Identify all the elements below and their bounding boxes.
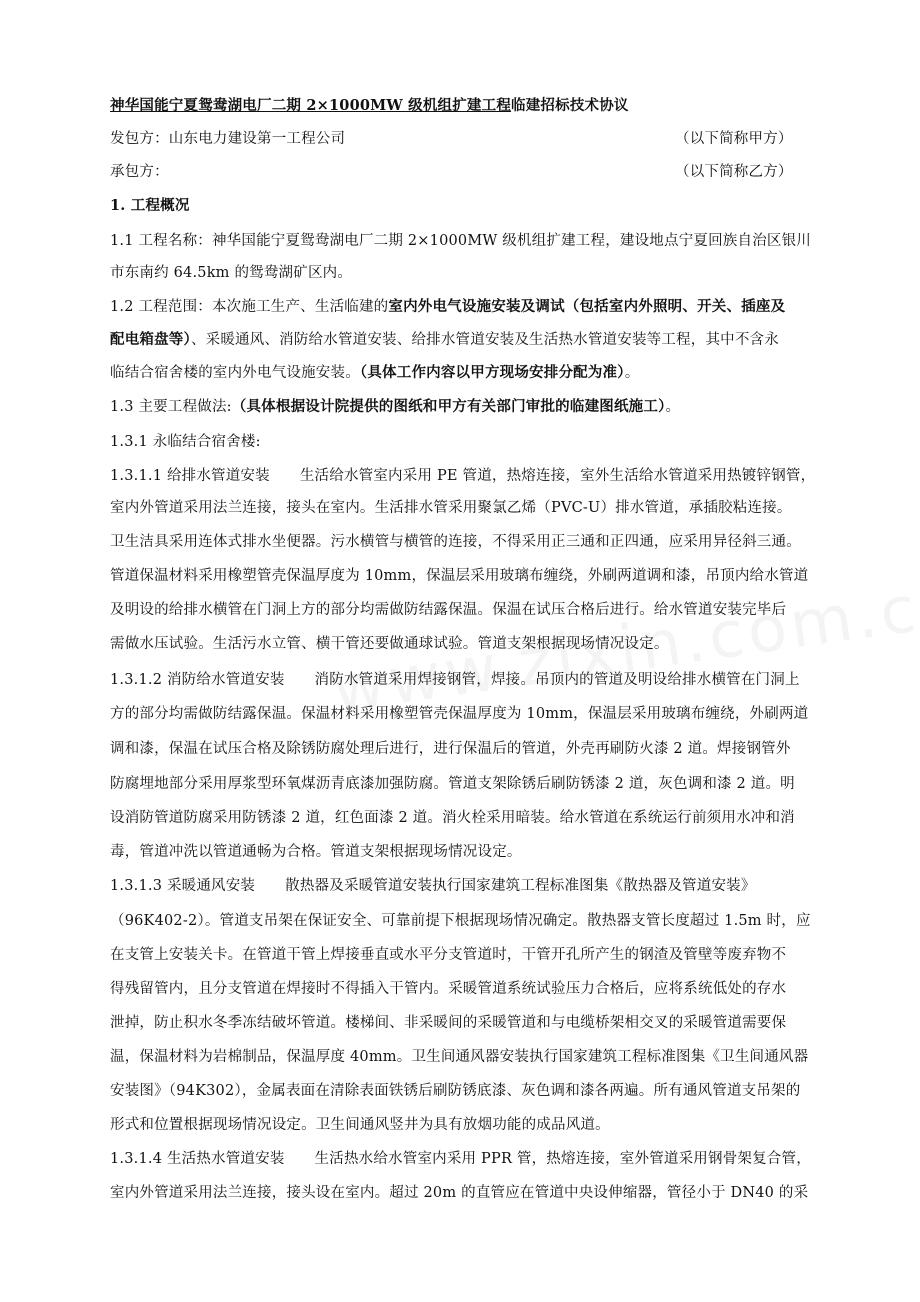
- item-heading: 1.3.1.4 生活热水管道安装: [110, 1151, 285, 1167]
- para-text: 、采暖通风、消防给水管道安装、给排水管道安装及生活热水管道安装等工程，其中不含永: [190, 332, 779, 348]
- party-a-alias: （以下简称甲方）: [675, 131, 793, 147]
- para-text: 消防水管道采用焊接钢管，焊接。吊顶内的管道及明设给排水横管在门洞上: [314, 672, 800, 688]
- para-text: 生活热水给水管室内采用 PPR 管，热熔连接，室外管道采用钢骨架复合管，: [314, 1151, 811, 1167]
- para-1-3-1-1-line: 管道保温材料采用橡塑管壳保温厚度为 10mm，保温层采用玻璃布缠绕，外刷两道调和漆，吊顶内给水管道: [110, 568, 809, 584]
- item-heading: 1.3.1.1 给排水管道安装: [110, 468, 270, 484]
- title-underlined-part: 神华国能宁夏鸳鸯湖电厂二期 2×1000MW 级机组扩建工程: [110, 97, 512, 114]
- para-1-3-1-1-line: 卫生洁具采用连体式排水坐便器。污水横管与横管的连接，不得采用正三通和正四通，应采用异径斜三通。: [110, 534, 801, 550]
- para-bold-text: 室内外电气设施安装及调试（包括室内外照明、开关、插座及: [388, 298, 786, 315]
- para-1-3-1-3-line: [110, 876, 870, 896]
- para-1-3-1-3-line: 在支管上安装关卡。在管道干管上焊接垂直或水平分支管道时，干管开孔所产生的钢渣及管壁等废弃物不: [110, 947, 787, 963]
- para-1-1-line: 市东南约 64.5km 的鸳鸯湖矿区内。: [110, 265, 353, 281]
- para-1-3-1-2-line: 毒，管道冲洗以管道通畅为合格。管道支架根据现场情况设定。: [110, 844, 522, 860]
- party-b-alias: （以下简称乙方）: [675, 164, 793, 180]
- para-bold-text: （具体根据设计院提供的图纸和甲方有关部门审批的临建图纸施工）: [231, 398, 666, 415]
- para-1-3-1-2-line: 方的部分均需做防结露保温。保温材料采用橡塑管壳保温厚度为 10mm，保温层采用玻璃布缠绕，外刷两道: [110, 706, 809, 722]
- para-1-3-1-3-line: 安装图》（94K302），金属表面在清除表面铁锈后刷防锈底漆、灰色调和漆各两遍。所有通风管道支吊架的: [110, 1083, 801, 1099]
- party-b-label: 承包方：: [110, 164, 169, 180]
- para-1-3-1-2-line: [110, 670, 870, 690]
- para-1-3-1-3-line: 温，保温材料为岩棉制品，保温厚度 40mm。卫生间通风器安装执行国家建筑工程标准图集《卫生间通风器: [110, 1049, 809, 1065]
- para-1-3-1-1-line: [110, 466, 870, 486]
- para-1-3-1-1-line: 需做水压试验。生活污水立管、横干管还要做通球试验。管道支架根据现场情况设定。: [110, 636, 669, 652]
- para-1-2-line: [110, 330, 870, 350]
- para-1-3-1-3-line: 形式和位置根据现场情况设定。卫生间通风竖井为具有放烟功能的成品风道。: [110, 1117, 610, 1133]
- item-heading: 1.3.1.2 消防给水管道安装: [110, 672, 285, 688]
- para-1-3-1-1-line: 及明设的给排水横管在门洞上方的部分均需做防结露保温。保温在试压合格后进行。给水管道安装完毕后: [110, 602, 787, 618]
- para-text: 生活给水管室内采用 PE 管道，热熔连接，室外生活给水管道采用热镀锌钢管，: [299, 468, 816, 484]
- para-text: 1.3 主要工程做法:: [110, 399, 232, 415]
- para-text: 临结合宿舍楼的室内外电气设施安装。: [110, 365, 360, 381]
- title-rest: 临建招标技术协议: [511, 97, 629, 114]
- party-a-line: [110, 129, 870, 149]
- para-text: 1.2 工程范围：本次施工生产、生活临建的: [110, 299, 389, 315]
- para-text: 散热器及采暖管道安装执行国家建筑工程标准图集《散热器及管道安装》: [285, 878, 756, 894]
- para-1-3-1-4-line: 室内外管道采用法兰连接，接头设在室内。超过 20m 的直管应在管道中央设伸缩器，管径小于 DN40 的采: [110, 1185, 809, 1201]
- party-b-line: [110, 162, 870, 182]
- para-1-3-1-3-line: （96K402-2）。管道支吊架在保证安全、可靠前提下根据现场情况确定。散热器支管长度超过 1.5m 时，应: [110, 913, 811, 929]
- para-1-3-1-1-line: 室内外管道采用法兰连接，接头在室内。生活排水管采用聚氯乙烯（PVC-U）排水管道，承插胶粘连接。: [110, 500, 792, 516]
- item-heading: 1.3.1.3 采暖通风安装: [110, 878, 256, 894]
- para-bold-text: 配电箱盘等）: [110, 331, 191, 348]
- para-1-3-line: [110, 397, 870, 417]
- para-1-3-1-2-line: 调和漆，保温在试压合格及除锈防腐处理后进行，进行保温后的管道，外壳再刷防火漆 2 道。焊接钢管外: [110, 741, 791, 757]
- para-1-3-1-2-line: 防腐埋地部分采用厚浆型环氧煤沥青底漆加强防腐。管道支架除锈后刷防锈漆 2 道，灰色调和漆 2 道。明: [110, 776, 795, 792]
- para-bold-text: （具体工作内容以甲方现场安排分配为准）: [359, 364, 625, 381]
- para-1-2-line: [110, 363, 870, 383]
- para-text: 。: [624, 365, 640, 381]
- document-title: [110, 96, 870, 116]
- para-1-2-line: [110, 297, 870, 317]
- para-1-3-1-3-line: 泄掉，防止积水冬季冻结破坏管道。楼梯间、非采暖间的采暖管道和与电缆桥架相交叉的采暖管道需要保: [110, 1015, 787, 1031]
- party-a-label: 发包方：山东电力建设第一工程公司: [110, 131, 346, 147]
- para-1-3-1-4-line: [110, 1149, 870, 1169]
- para-1-3-1-2-line: 设消防管道防腐采用防锈漆 2 道，红色面漆 2 道。消火栓采用暗装。给水管道在系统运行前须用水冲和消: [110, 810, 795, 826]
- section-heading: 1. 工程概况: [110, 197, 190, 214]
- para-1-1-line: 1.1 工程名称：神华国能宁夏鸳鸯湖电厂二期 2×1000MW 级机组扩建工程，建设地点宁夏回族自治区银川: [110, 233, 812, 249]
- subsection-heading: 1.3.1 永临结合宿舍楼:: [110, 434, 261, 450]
- para-1-3-1-3-line: 得残留管内，且分支管道在焊接时不得插入干管内。采暖管道系统试验压力合格后，应将系统低处的存水: [110, 981, 787, 997]
- para-text: 。: [665, 399, 681, 415]
